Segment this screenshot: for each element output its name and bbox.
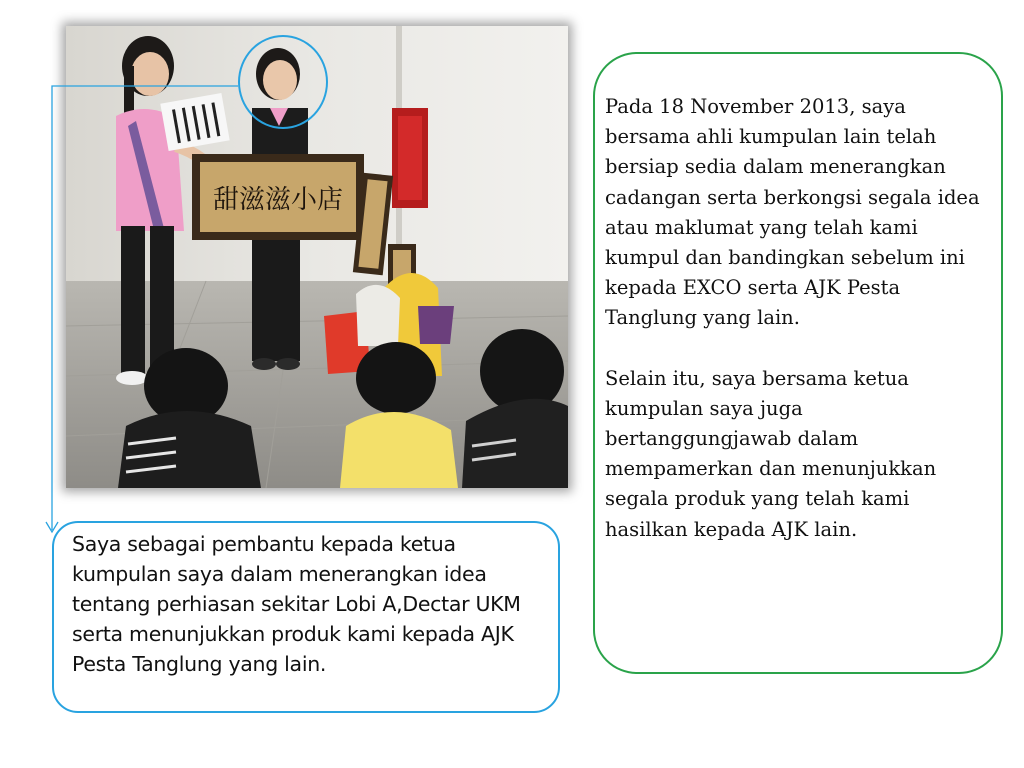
description-box: [593, 52, 1003, 674]
caption-box: [52, 521, 560, 713]
description-paragraph-2: Selain itu, saya bersama ketua kumpulan saya juga bertanggungjawab dalam mempamerkan dan menunjukkan segala produk yang telah kami hasilkan kepada AJK lain.: [605, 366, 937, 541]
caption-text: Saya sebagai pembantu kepada ketua kumpulan saya dalam menerangkan idea tentang perhiasan sekitar Lobi A,Dectar UKM serta menunjukkan produk kami kepada AJK Pesta Tanglung yang lain.: [72, 532, 521, 676]
sign-text: 甜滋滋小店: [212, 185, 344, 215]
description-paragraph-1: Pada 18 November 2013, saya bersama ahli kumpulan lain telah bersiap sedia dalam menerangkan cadangan serta berkongsi segala idea atau maklumat yang telah kami kumpul dan bandingkan sebelum ini kepada EXCO serta AJK Pesta Tanglung yang lain.: [605, 95, 980, 330]
highlight-circle: [238, 35, 328, 129]
